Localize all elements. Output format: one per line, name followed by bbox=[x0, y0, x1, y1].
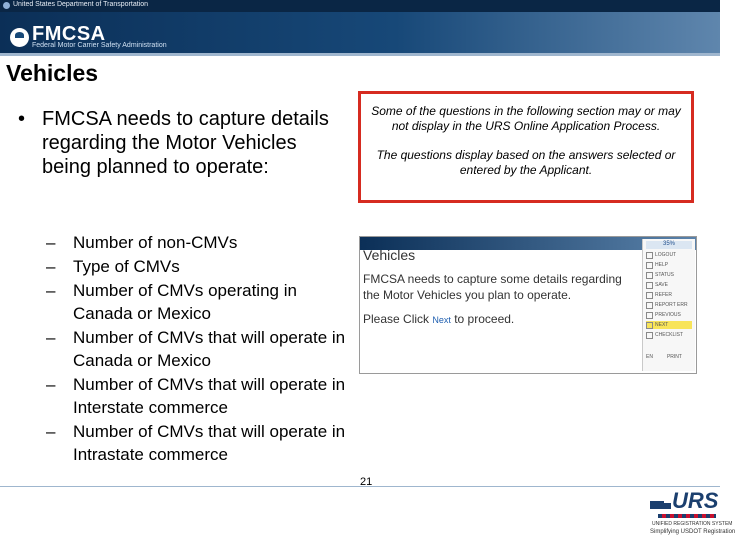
header-divider bbox=[0, 53, 720, 56]
main-bullet-text: FMCSA needs to capture details regarding the Motor Vehicles being planned to operate: bbox=[42, 108, 329, 178]
dash-icon: – bbox=[46, 328, 56, 347]
dash-icon: – bbox=[46, 375, 56, 394]
main-bullet bbox=[18, 107, 338, 179]
brand-name: FMCSA bbox=[32, 23, 106, 45]
notice-box bbox=[358, 91, 694, 203]
report-icon bbox=[646, 302, 653, 309]
dot-strip bbox=[0, 0, 720, 12]
panel-item-status[interactable]: STATUS bbox=[646, 271, 692, 279]
panel-footer: EN PRINT bbox=[646, 354, 682, 360]
previous-icon bbox=[646, 312, 653, 319]
notice-line: Some of the questions in the following section may or may not display in the URS Online Application Process. bbox=[371, 104, 681, 133]
screenshot-title: Vehicles bbox=[363, 247, 416, 263]
bullet-dot-icon: • bbox=[18, 108, 26, 130]
panel-item-help[interactable]: HELP bbox=[646, 261, 692, 269]
urs-logo-text: URS bbox=[672, 488, 719, 513]
panel-item-logout[interactable]: LOGOUT bbox=[646, 251, 692, 259]
panel-item-save[interactable]: SAVE bbox=[646, 281, 692, 289]
page-number: 21 bbox=[360, 476, 373, 488]
list-item: – Number of CMVs that will operate in Interstate commerce bbox=[46, 375, 346, 417]
panel-item-checklist[interactable]: CHECKLIST bbox=[646, 331, 692, 339]
truck-icon bbox=[650, 498, 672, 512]
screenshot-prompt: Please Click Next to proceed. bbox=[363, 312, 515, 326]
slide-title: Vehicles bbox=[6, 60, 99, 86]
next-icon bbox=[646, 322, 653, 329]
panel-item-next[interactable]: NEXT bbox=[646, 321, 692, 329]
dash-icon: – bbox=[46, 422, 56, 441]
fmcsa-header-banner bbox=[0, 0, 720, 53]
dash-icon: – bbox=[46, 281, 56, 300]
sub-bullet-list bbox=[46, 231, 346, 467]
list-item: – Number of CMVs that will operate in Intrastate commerce bbox=[46, 422, 346, 464]
urs-tagline: Simplifying USDOT Registration bbox=[650, 529, 735, 535]
panel-item-previous[interactable]: PREVIOUS bbox=[646, 311, 692, 319]
screenshot-text: FMCSA needs to capture some details regarding the Motor Vehicles you plan to operate. bbox=[363, 272, 622, 302]
list-item: – Number of non-CMVs bbox=[46, 233, 238, 252]
screenshot-side-panel bbox=[642, 239, 695, 371]
fmcsa-logo-icon bbox=[10, 28, 29, 47]
refer-icon bbox=[646, 292, 653, 299]
save-icon bbox=[646, 282, 653, 289]
dash-icon: – bbox=[46, 233, 56, 252]
dot-seal-icon bbox=[3, 2, 10, 9]
checklist-icon bbox=[646, 332, 653, 339]
panel-item-report[interactable]: REPORT ERR bbox=[646, 301, 692, 309]
progress-bar: 35% bbox=[646, 241, 692, 249]
panel-item-refer[interactable]: REFER bbox=[646, 291, 692, 299]
urs-logo-bar bbox=[658, 514, 716, 518]
list-item: – Number of CMVs that will operate in Canada or Mexico bbox=[46, 328, 346, 370]
dash-icon: – bbox=[46, 257, 56, 276]
next-link[interactable]: Next bbox=[432, 315, 451, 325]
list-item: – Type of CMVs bbox=[46, 257, 180, 276]
urs-logo-subtitle: UNIFIED REGISTRATION SYSTEM bbox=[652, 521, 733, 527]
application-screenshot bbox=[359, 236, 697, 374]
status-icon bbox=[646, 272, 653, 279]
brand-subtitle: Federal Motor Carrier Safety Administration bbox=[32, 42, 167, 49]
notice-line: The questions display based on the answers selected or entered by the Applicant. bbox=[376, 148, 676, 177]
logout-icon bbox=[646, 252, 653, 259]
urs-logo bbox=[650, 488, 735, 538]
help-icon bbox=[646, 262, 653, 269]
list-item: – Number of CMVs operating in Canada or Mexico bbox=[46, 281, 297, 323]
department-label: United States Department of Transportation bbox=[13, 1, 149, 8]
